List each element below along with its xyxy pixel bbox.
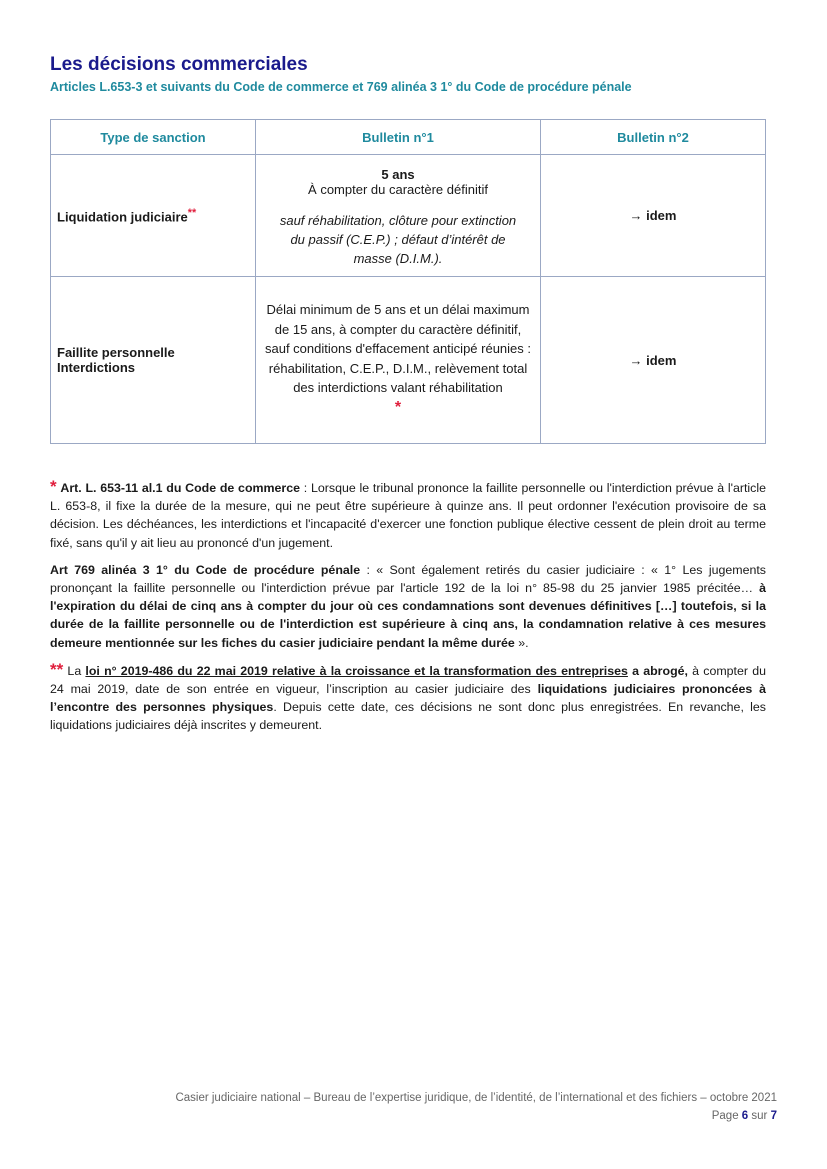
footnote-text: La (63, 663, 86, 678)
bulletin-1-cell (256, 277, 541, 444)
row-type-cell (51, 277, 256, 444)
footnote-3 (50, 661, 766, 735)
footer-line: Casier judiciaire national – Bureau de l’expertise juridique, de l’identité, de l’international et des fichiers – octobre 2021 (175, 1092, 777, 1104)
bulletin-2-cell (541, 277, 766, 444)
page-total: 7 (770, 1110, 777, 1122)
row-type-label: Liquidation judiciaire (57, 209, 188, 225)
bulletin-2-cell (541, 155, 766, 277)
idem-label: → idem (629, 352, 677, 368)
page-footer (175, 1089, 777, 1125)
row-type-label: Faillite personnelle (57, 345, 175, 360)
footnote-1 (50, 478, 766, 552)
header-bulletin-1: Bulletin n°1 (256, 120, 541, 155)
footnote-end: ». (514, 635, 529, 650)
footnote-marker: * (50, 477, 57, 496)
sanctions-table (50, 119, 766, 444)
footnotes (50, 478, 766, 744)
footnote-reference: Art. L. 653-11 al.1 du Code de commerce (60, 481, 301, 495)
row-type-cell (51, 155, 256, 277)
page-sep: sur (751, 1110, 768, 1122)
footnote-reference: Art 769 alinéa 3 1° du Code de procédure pénale (50, 562, 361, 577)
row-type-label-2: Interdictions (57, 360, 136, 375)
footnote-bold-text: a abrogé, (627, 663, 688, 678)
header-bulletin-2: Bulletin n°2 (541, 120, 766, 155)
page-label: Page (711, 1110, 739, 1122)
page-subtitle: Articles L.653-3 et suivants du Code de commerce et 769 alinéa 3 1° du Code de procédure pénale (50, 80, 632, 94)
duration-label: 5 ans (381, 167, 415, 182)
duration-start: À compter du caractère définitif (308, 182, 488, 197)
footnote-text: à compter du 24 mai 2019, date de son entrée en vigueur, l’inscription au casier judiciaire des (50, 663, 767, 697)
law-reference: loi n° 2019-486 du 22 mai 2019 relative à la croissance et la transformation des entreprises (85, 663, 628, 678)
footnote-text: : « Sont également retirés du casier judiciaire : « 1° Les jugements prononçant la faillite personnelle ou l'interdiction prévue par l'article 192 de la loi n° 85-98 du 25 janvier 1985 précitée… (50, 562, 767, 596)
bulletin-1-cell (256, 155, 541, 277)
footnote-text: . Depuis cette date, ces décisions ne sont donc plus enregistrées. En revanche, les liquidations judiciaires déjà inscrites y demeurent. (50, 700, 766, 733)
table-row (51, 277, 766, 444)
footnote-bold-text: à l'expiration du délai de cinq ans à compter du jour où ces condamnations sont devenues définitives […] toutefois, si la durée de la faillite personnelle ou de l'interdiction est supérieure à cinq ans, la condamnation relative à ces mesures demeure mentionnée sur les fiches du casier judiciaire pendant la même durée (50, 581, 766, 650)
page-number (175, 1107, 777, 1125)
duration-text: Délai minimum de 5 ans et un délai maximum de 15 ans, à compter du caractère définitif, sauf conditions d'effacement anticipé réunies : réhabilitation, C.E.P., D.I.M., relèvement total des interdictions valant réhabilitation (264, 302, 532, 396)
footnote-bold-text: liquidations judiciaires prononcées à l’encontre des personnes physiques (50, 682, 767, 715)
idem-label: → idem (629, 208, 677, 223)
footnote-marker: ** (187, 206, 197, 219)
page-title: Les décisions commerciales (50, 54, 308, 75)
table-row (51, 155, 766, 277)
footnote-2 (50, 561, 766, 652)
footnote-marker: ** (50, 659, 64, 679)
page-current: 6 (741, 1110, 749, 1122)
table-header-row (51, 120, 766, 155)
footnote-marker: * (394, 398, 402, 416)
footnote-text: : Lorsque le tribunal prononce la faillite personnelle ou l'interdiction prévue à l'article L. 653-8, il fixe la durée de la mesure, qui ne peut être supérieure à quinze ans. Il peut ordonner l'exécution provisoire de sa décision. Les déchéances, les interdictions et l'incapacité d'exercer une fonction publique élective cessent de plein droit au terme fixé, sans qu'il y ait lieu au prononcé d'un jugement. (50, 481, 767, 550)
header-type: Type de sanction (51, 120, 256, 155)
duration-exceptions: sauf réhabilitation, clôture pour extinction du passif (C.E.P.) ; défaut d’intérêt de masse (D.I.M.). (279, 213, 517, 266)
